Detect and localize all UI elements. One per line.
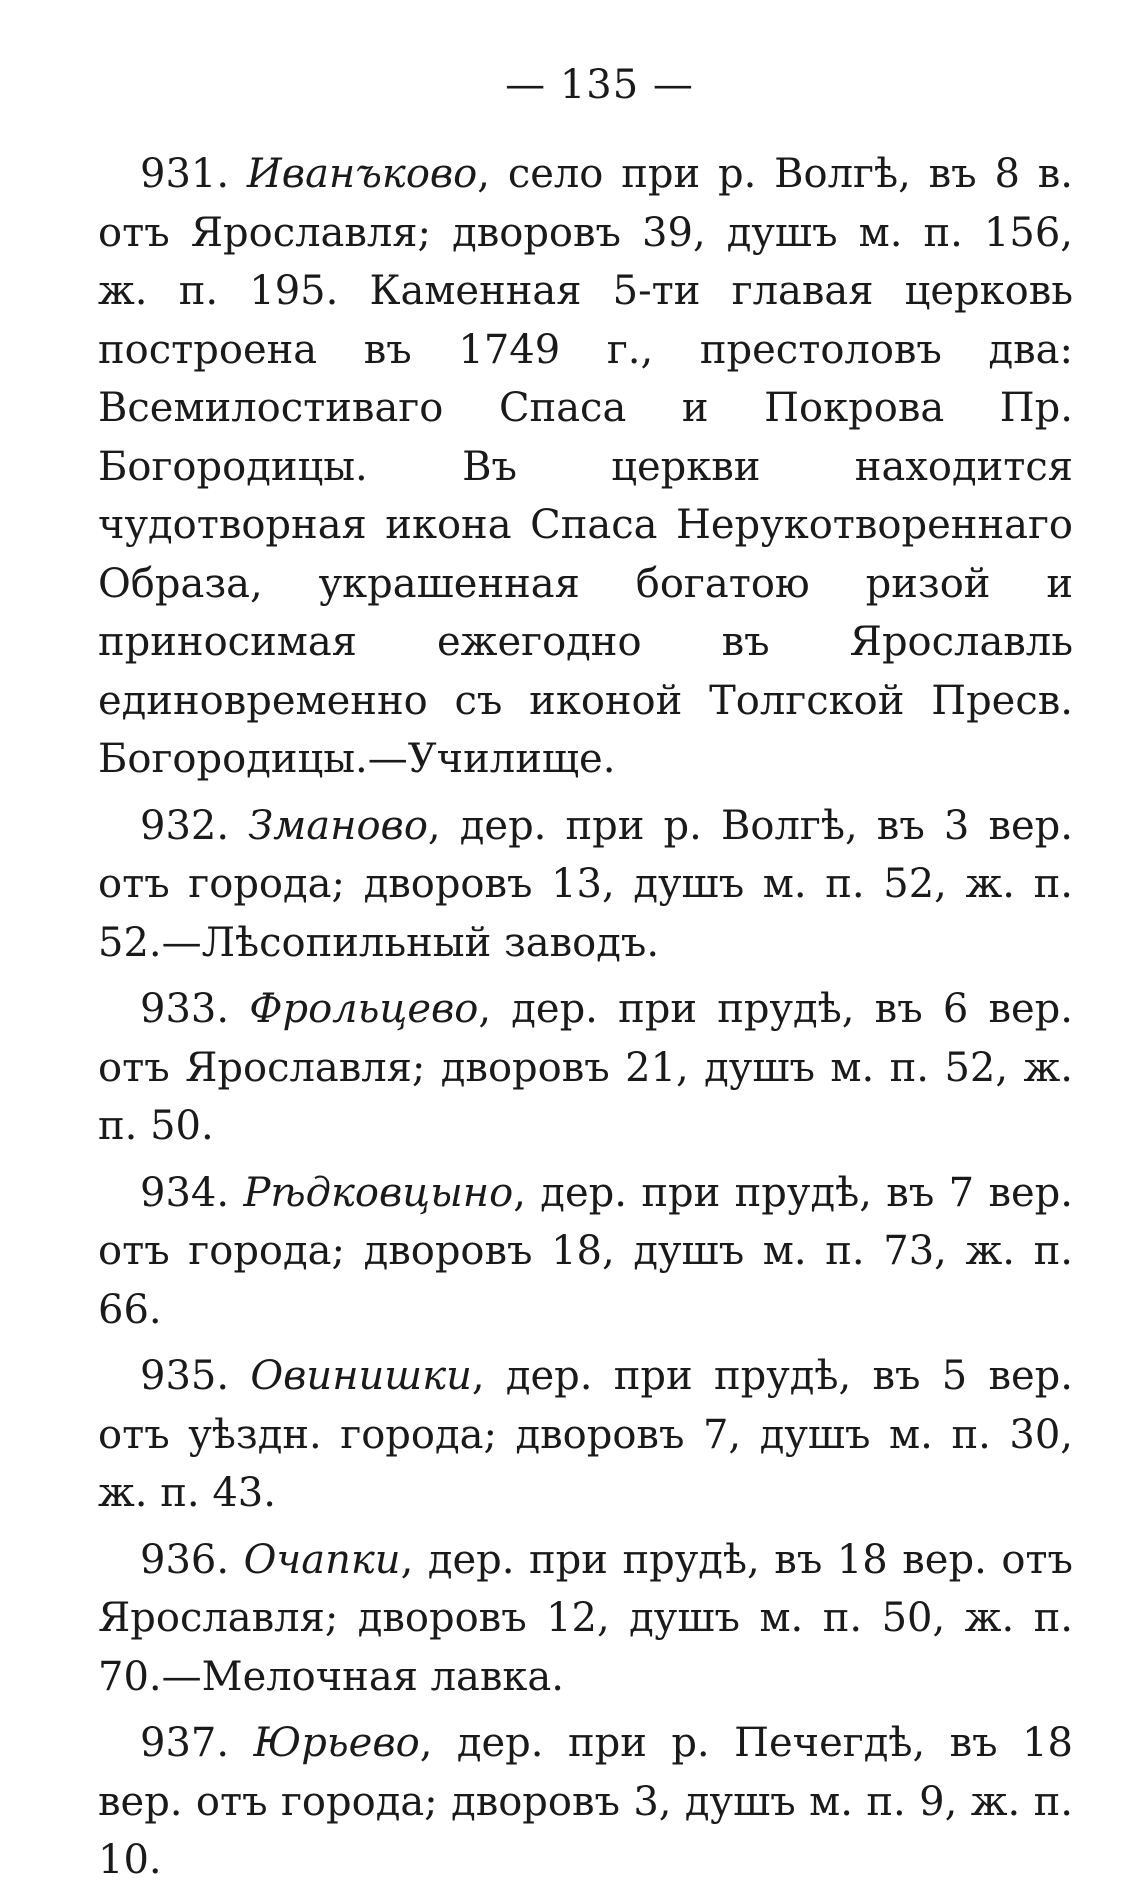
entry-number: 936. xyxy=(140,1536,230,1583)
entry-934 xyxy=(98,1164,1073,1340)
entry-number: 933. xyxy=(140,986,230,1032)
entry-935 xyxy=(98,1347,1073,1523)
entry-name: Зманово xyxy=(248,802,428,849)
book-page xyxy=(98,55,1073,1898)
entry-name: Очапки xyxy=(243,1536,401,1583)
entry-name: Рѣдковцыно xyxy=(243,1169,514,1216)
page-number: — 135 — xyxy=(505,62,694,108)
entry-937 xyxy=(98,1714,1073,1890)
entry-number: 932. xyxy=(140,802,230,849)
entry-text: , село при р. Волгѣ, въ 8 в. отъ Ярославля; дворовъ 39, душъ м. п. 156, ж. п. 195. Каменная 5-ти главая церковь построена въ 1749 г., престоловъ два: Всемилостиваго Спаса и Покрова Пр. Богородицы. Въ церкви находится чудотворная икона Спаса Нерукотвореннаго Образа, украшенная богатою ризой и приносимая ежегодно въ Ярославль единовременно съ иконой Толгской Пресв. Богородицы.—Училище. xyxy=(98,151,1073,782)
entry-text: , дер. при р. Печегдѣ, въ 18 вер. отъ города; дворовъ 3, душъ м. п. 9, ж. п. 10. xyxy=(98,1720,1073,1883)
entry-text: , дер. при прудѣ, въ 18 вер. отъ Ярославля; дворовъ 12, душъ м. п. 50, ж. п. 70.—Мелочная лавка. xyxy=(98,1536,1073,1700)
entry-number: 931. xyxy=(140,151,230,197)
entry-text: , дер. при р. Волгѣ, въ 3 вер. отъ города; дворовъ 13, душъ м. п. 52, ж. п. 52.—Лѣсопильный заводъ. xyxy=(98,802,1073,966)
entry-name: Фрольцево xyxy=(249,986,479,1032)
entry-number: 935. xyxy=(140,1353,230,1399)
entry-text: , дер. при прудѣ, въ 6 вер. отъ Ярославля; дворовъ 21, душъ м. п. 52, ж. п. 50. xyxy=(98,986,1073,1149)
entry-932 xyxy=(98,797,1073,973)
entry-931 xyxy=(98,145,1073,789)
entry-name: Иванъково xyxy=(246,151,478,197)
entry-text: , дер. при прудѣ, въ 5 вер. отъ уѣздн. города; дворовъ 7, душъ м. п. 30, ж. п. 43. xyxy=(98,1353,1074,1516)
entry-name: Юрьево xyxy=(253,1720,420,1766)
entry-name: Овинишки xyxy=(250,1353,472,1399)
entry-number: 934. xyxy=(140,1169,230,1216)
entry-text: , дер. при прудѣ, въ 7 вер. отъ города; дворовъ 18, душъ м. п. 73, ж. п. 66. xyxy=(98,1169,1074,1333)
entries-list xyxy=(98,145,1073,1890)
entry-936 xyxy=(98,1531,1073,1707)
entry-933 xyxy=(98,980,1073,1156)
entry-number: 937. xyxy=(140,1720,230,1766)
